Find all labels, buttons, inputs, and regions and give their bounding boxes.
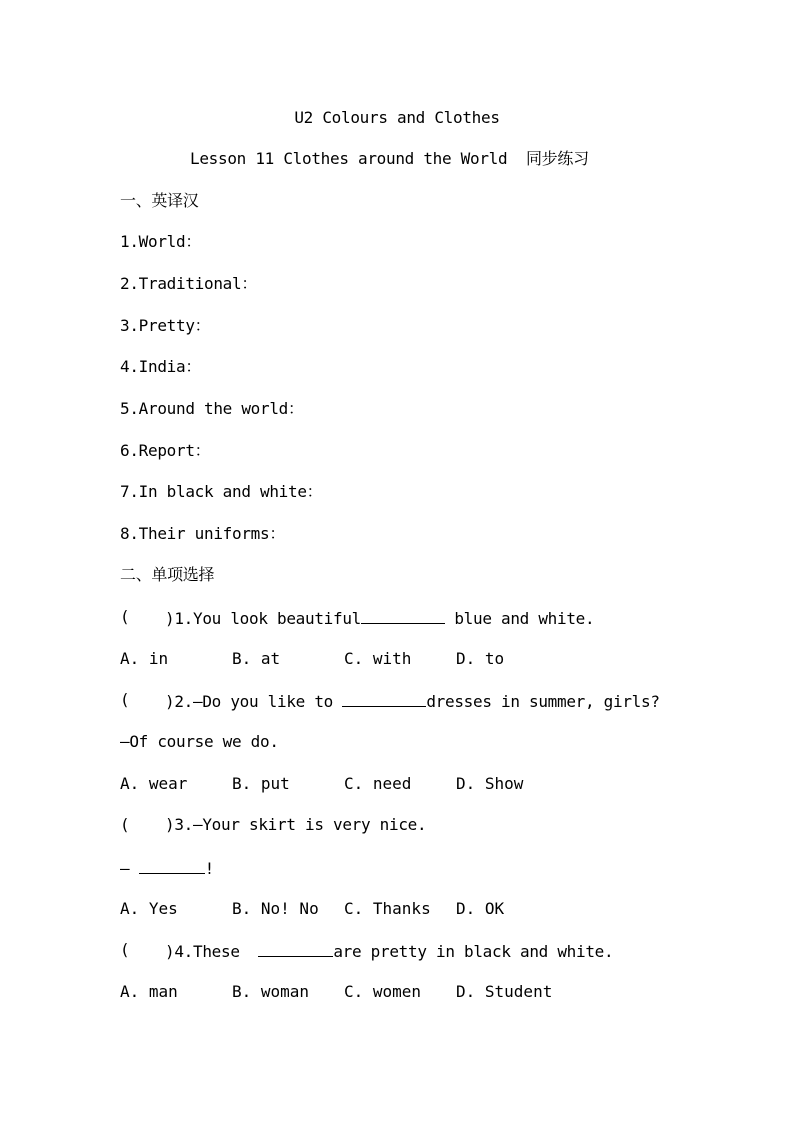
q2-reply: —Of course we do.: [120, 732, 279, 751]
lesson-title: Lesson 11 Clothes around the World 同步练习: [190, 149, 589, 168]
q4-option-a: A. man: [120, 982, 178, 1001]
q3-reply: [120, 857, 214, 879]
q1-option-b: B. at: [232, 649, 281, 668]
section1-heading: 一、英译汉: [120, 191, 199, 210]
q1-text-before: )1.You look beautiful: [165, 609, 361, 628]
q4-paren: (: [120, 940, 130, 959]
q4-option-b: B. woman: [232, 982, 310, 1001]
unit-title: U2 Colours and Clothes: [294, 108, 500, 127]
q1-option-c: C. with: [344, 649, 412, 668]
q3-reply-dash: —: [120, 859, 139, 878]
q3-option-b: B. No! No: [232, 899, 319, 918]
q4-text-before: )4.These: [165, 942, 259, 961]
vocab-item-7: 7.In black and white：: [120, 482, 323, 501]
q2-option-b: B. put: [232, 774, 290, 793]
q2-paren: (: [120, 690, 130, 709]
q4-blank: [258, 940, 333, 957]
vocab-item-2: 2.Traditional：: [120, 274, 258, 293]
vocab-item-4: 4.India：: [120, 357, 202, 376]
q1-option-d: D. to: [456, 649, 505, 668]
q1-option-a: A. in: [120, 649, 169, 668]
vocab-item-5: 5.Around the world：: [120, 399, 304, 418]
q3-option-a: A. Yes: [120, 899, 178, 918]
vocab-item-1: 1.World：: [120, 232, 202, 251]
section2-heading: 二、单项选择: [120, 565, 215, 584]
q4-text-after: are pretty in black and white.: [333, 942, 614, 961]
q2-text-after: dresses in summer, girls?: [426, 692, 660, 711]
q1-paren: (: [120, 607, 130, 626]
q3-stem: )3.—Your skirt is very nice.: [165, 815, 427, 834]
q2-stem: [165, 690, 660, 712]
q1-blank: [361, 607, 445, 624]
q3-blank: [139, 857, 205, 874]
q2-option-c: C. need: [344, 774, 412, 793]
q3-reply-end: !: [204, 859, 215, 878]
q2-blank: [342, 690, 426, 707]
q2-option-d: D. Show: [456, 774, 524, 793]
vocab-item-3: 3.Pretty：: [120, 316, 211, 335]
q1-stem: [165, 607, 594, 629]
q1-text-after: blue and white.: [445, 609, 595, 628]
q4-stem: [165, 940, 613, 962]
q4-option-c: C. women: [344, 982, 422, 1001]
q3-paren: (: [120, 815, 130, 834]
q2-option-a: A. wear: [120, 774, 188, 793]
vocab-item-6: 6.Report：: [120, 441, 211, 460]
q3-option-c: C. Thanks: [344, 899, 431, 918]
q2-text-before: )2.—Do you like to: [165, 692, 343, 711]
q3-option-d: D. OK: [456, 899, 505, 918]
q4-option-d: D. Student: [456, 982, 553, 1001]
vocab-item-8: 8.Their uniforms：: [120, 524, 286, 543]
